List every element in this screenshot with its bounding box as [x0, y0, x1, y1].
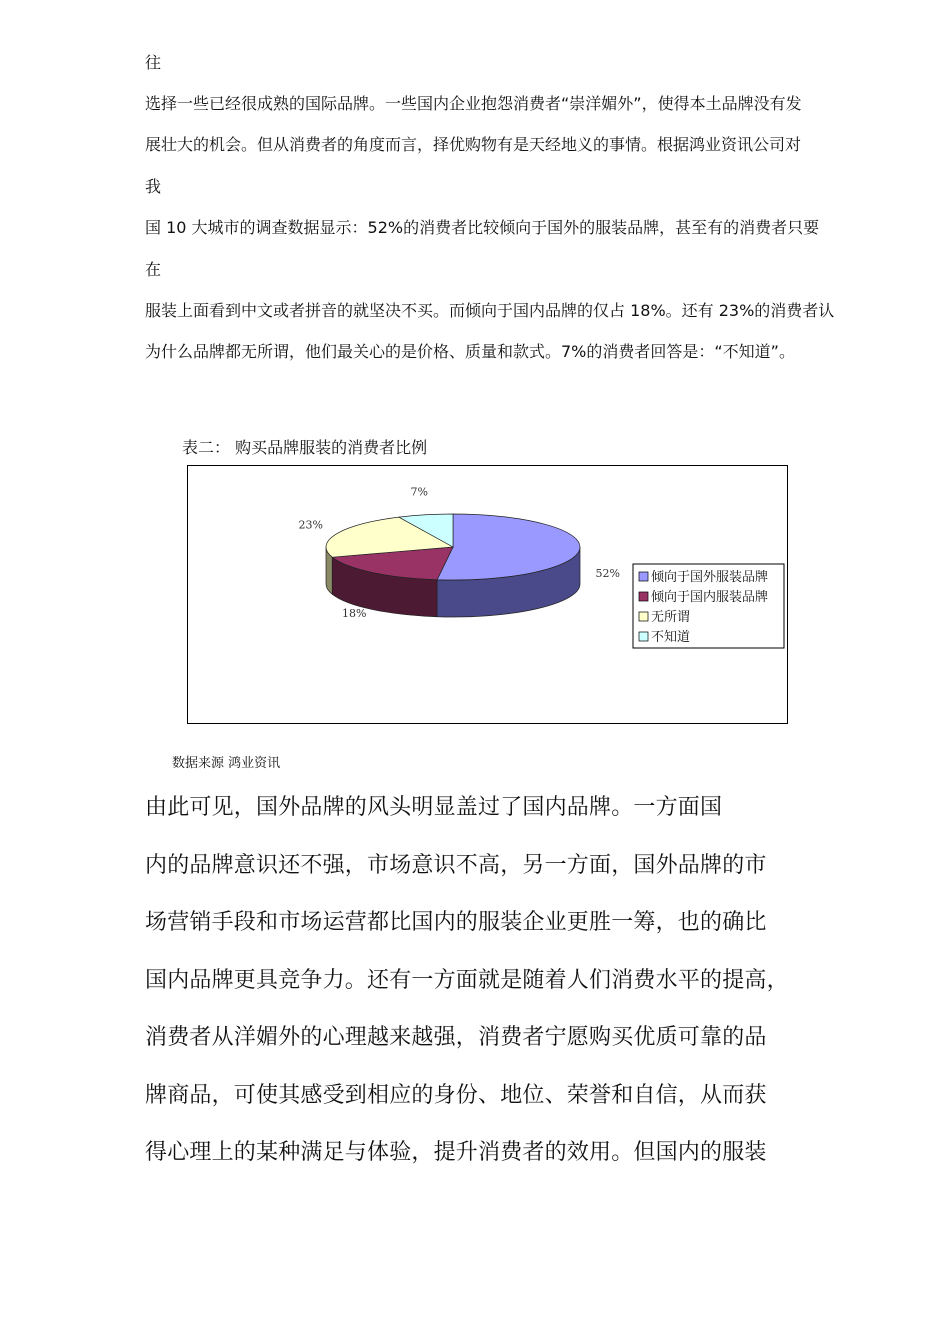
legend-swatch	[639, 572, 648, 581]
paragraph-line: 得心理上的某种满足与体验，提升消费者的效用。但国内的服装	[145, 1140, 767, 1165]
paragraph-line: 展壮大的机会。但从消费者的角度而言，择优购物有是天经地义的事情。根据鸿业资讯公司对	[145, 135, 802, 154]
legend-entry: 无所谓	[651, 610, 691, 625]
pie-chart	[187, 465, 788, 724]
pie-chart-svg	[188, 466, 789, 725]
legend-entry: 不知道	[651, 630, 691, 645]
legend-swatch	[639, 612, 648, 621]
paragraph-line: 牌商品，可使其感受到相应的身份、地位、荣誉和自信，从而获	[145, 1083, 767, 1108]
paragraph-line: 为什么品牌都无所谓，他们最关心的是价格、质量和款式。7%的消费者回答是：“不知道”。	[145, 342, 795, 361]
paragraph-line: 场营销手段和市场运营都比国内的服装企业更胜一筹，也的确比	[145, 910, 767, 935]
legend-entry: 倾向于国外服装品牌	[651, 570, 769, 585]
paragraph-line: 消费者从洋媚外的心理越来越强，消费者宁愿购买优质可靠的品	[145, 1025, 767, 1050]
pie-data-label: 23%	[298, 518, 323, 532]
pie-data-label: 7%	[410, 485, 428, 499]
pie-data-label: 52%	[595, 566, 620, 580]
paragraph-line: 国 10 大城市的调查数据显示：52%的消费者比较倾向于国外的服装品牌，甚至有的消费者只要	[145, 218, 820, 237]
chart-caption: 表二： 购买品牌服装的消费者比例	[182, 438, 428, 457]
legend-swatch	[639, 632, 648, 641]
paragraph-line: 在	[145, 260, 162, 279]
paragraph-line: 由此可见，国外品牌的风头明显盖过了国内品牌。一方面国	[145, 795, 723, 820]
paragraph-line: 我	[145, 177, 162, 196]
paragraph-line: 内的品牌意识还不强，市场意识不高，另一方面，国外品牌的市	[145, 853, 767, 878]
legend-entry: 倾向于国内服装品牌	[651, 590, 769, 605]
paragraph-line: 往	[145, 53, 162, 72]
paragraph-line: 选择一些已经很成熟的国际品牌。一些国内企业抱怨消费者“崇洋媚外”，使得本土品牌没有发	[145, 94, 802, 113]
paragraph-line: 国内品牌更具竞争力。还有一方面就是随着人们消费水平的提高，	[145, 968, 789, 993]
paragraph-line: 服装上面看到中文或者拼音的就坚决不买。而倾向于国内品牌的仅占 18%。还有 23%的消费者认	[145, 301, 835, 320]
legend-swatch	[639, 592, 648, 601]
pie-data-label: 18%	[341, 607, 367, 621]
source-note: 数据来源 鸿业资讯	[172, 756, 281, 771]
